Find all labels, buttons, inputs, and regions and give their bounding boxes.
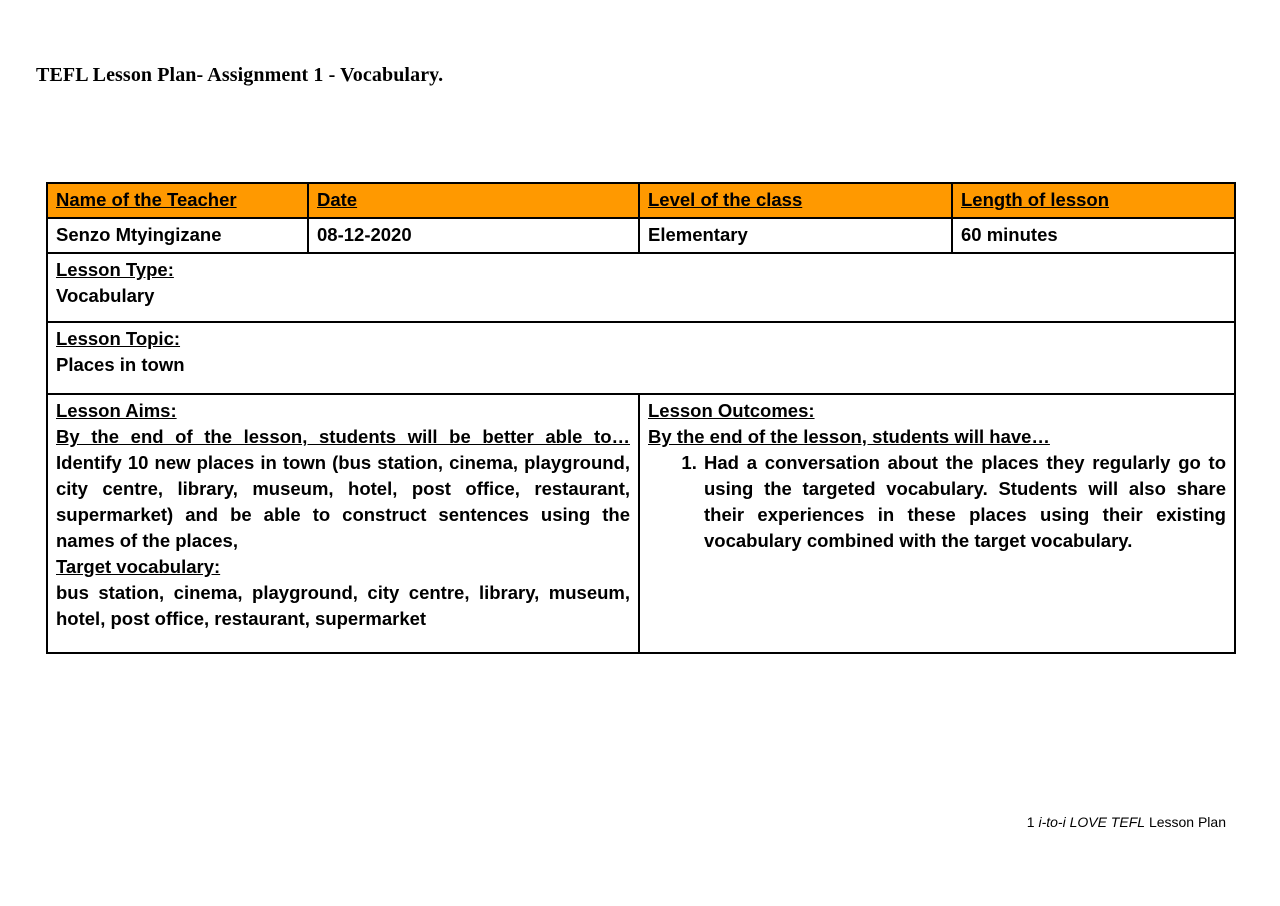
lesson-type-label: Lesson Type:: [56, 259, 174, 280]
header-date: Date: [308, 183, 639, 218]
footer-brand: i-to-i LOVE TEFL: [1038, 814, 1146, 830]
lesson-type-row: [47, 253, 1235, 322]
lesson-aims-intro: By the end of the lesson, students will be better able to…: [56, 426, 630, 447]
lesson-topic-value: Places in town: [56, 354, 185, 375]
values-row: [47, 218, 1235, 253]
header-teacher-name: Name of the Teacher: [47, 183, 308, 218]
lesson-type-value: Vocabulary: [56, 285, 155, 306]
lesson-topic-cell: [47, 322, 1235, 394]
target-vocabulary-label: Target vocabulary:: [56, 556, 221, 577]
page-footer: [1027, 814, 1226, 830]
lesson-plan-table: [46, 182, 1236, 654]
target-vocabulary-text: bus station, cinema, playground, city centre, library, museum, hotel, post office, restaurant, supermarket: [56, 582, 630, 629]
date-value: 08-12-2020: [308, 218, 639, 253]
lesson-topic-row: [47, 322, 1235, 394]
level-value: Elementary: [639, 218, 952, 253]
lesson-aims-cell: [47, 394, 639, 653]
length-value: 60 minutes: [952, 218, 1235, 253]
outcomes-list: [648, 450, 1226, 554]
header-level: Level of the class: [639, 183, 952, 218]
lesson-aims-label: Lesson Aims:: [56, 400, 177, 421]
aims-outcomes-row: [47, 394, 1235, 653]
document-title: TEFL Lesson Plan- Assignment 1 - Vocabulary.: [36, 64, 444, 86]
lesson-outcomes-label: Lesson Outcomes:: [648, 400, 815, 421]
lesson-outcomes-cell: [639, 394, 1235, 653]
lesson-aims-text: Identify 10 new places in town (bus station, cinema, playground, city centre, library, museum, hotel, post office, restaurant, supermarket) and be able to construct sentences using the names of the places,: [56, 452, 630, 551]
footer-label: Lesson Plan: [1148, 814, 1226, 830]
header-row: [47, 183, 1235, 218]
header-length: Length of lesson: [952, 183, 1235, 218]
page-number: 1: [1026, 814, 1035, 830]
lesson-outcomes-intro: By the end of the lesson, students will have…: [648, 426, 1050, 447]
lesson-topic-label: Lesson Topic:: [56, 328, 181, 349]
teacher-name-value: Senzo Mtyingizane: [47, 218, 308, 253]
lesson-type-cell: [47, 253, 1235, 322]
outcome-item: 1. Had a conversation about the places they regularly go to using the targeted vocabulary. Students will also share their experiences in these places using their existing vocabulary combined with the target vocabulary.: [702, 450, 1226, 554]
